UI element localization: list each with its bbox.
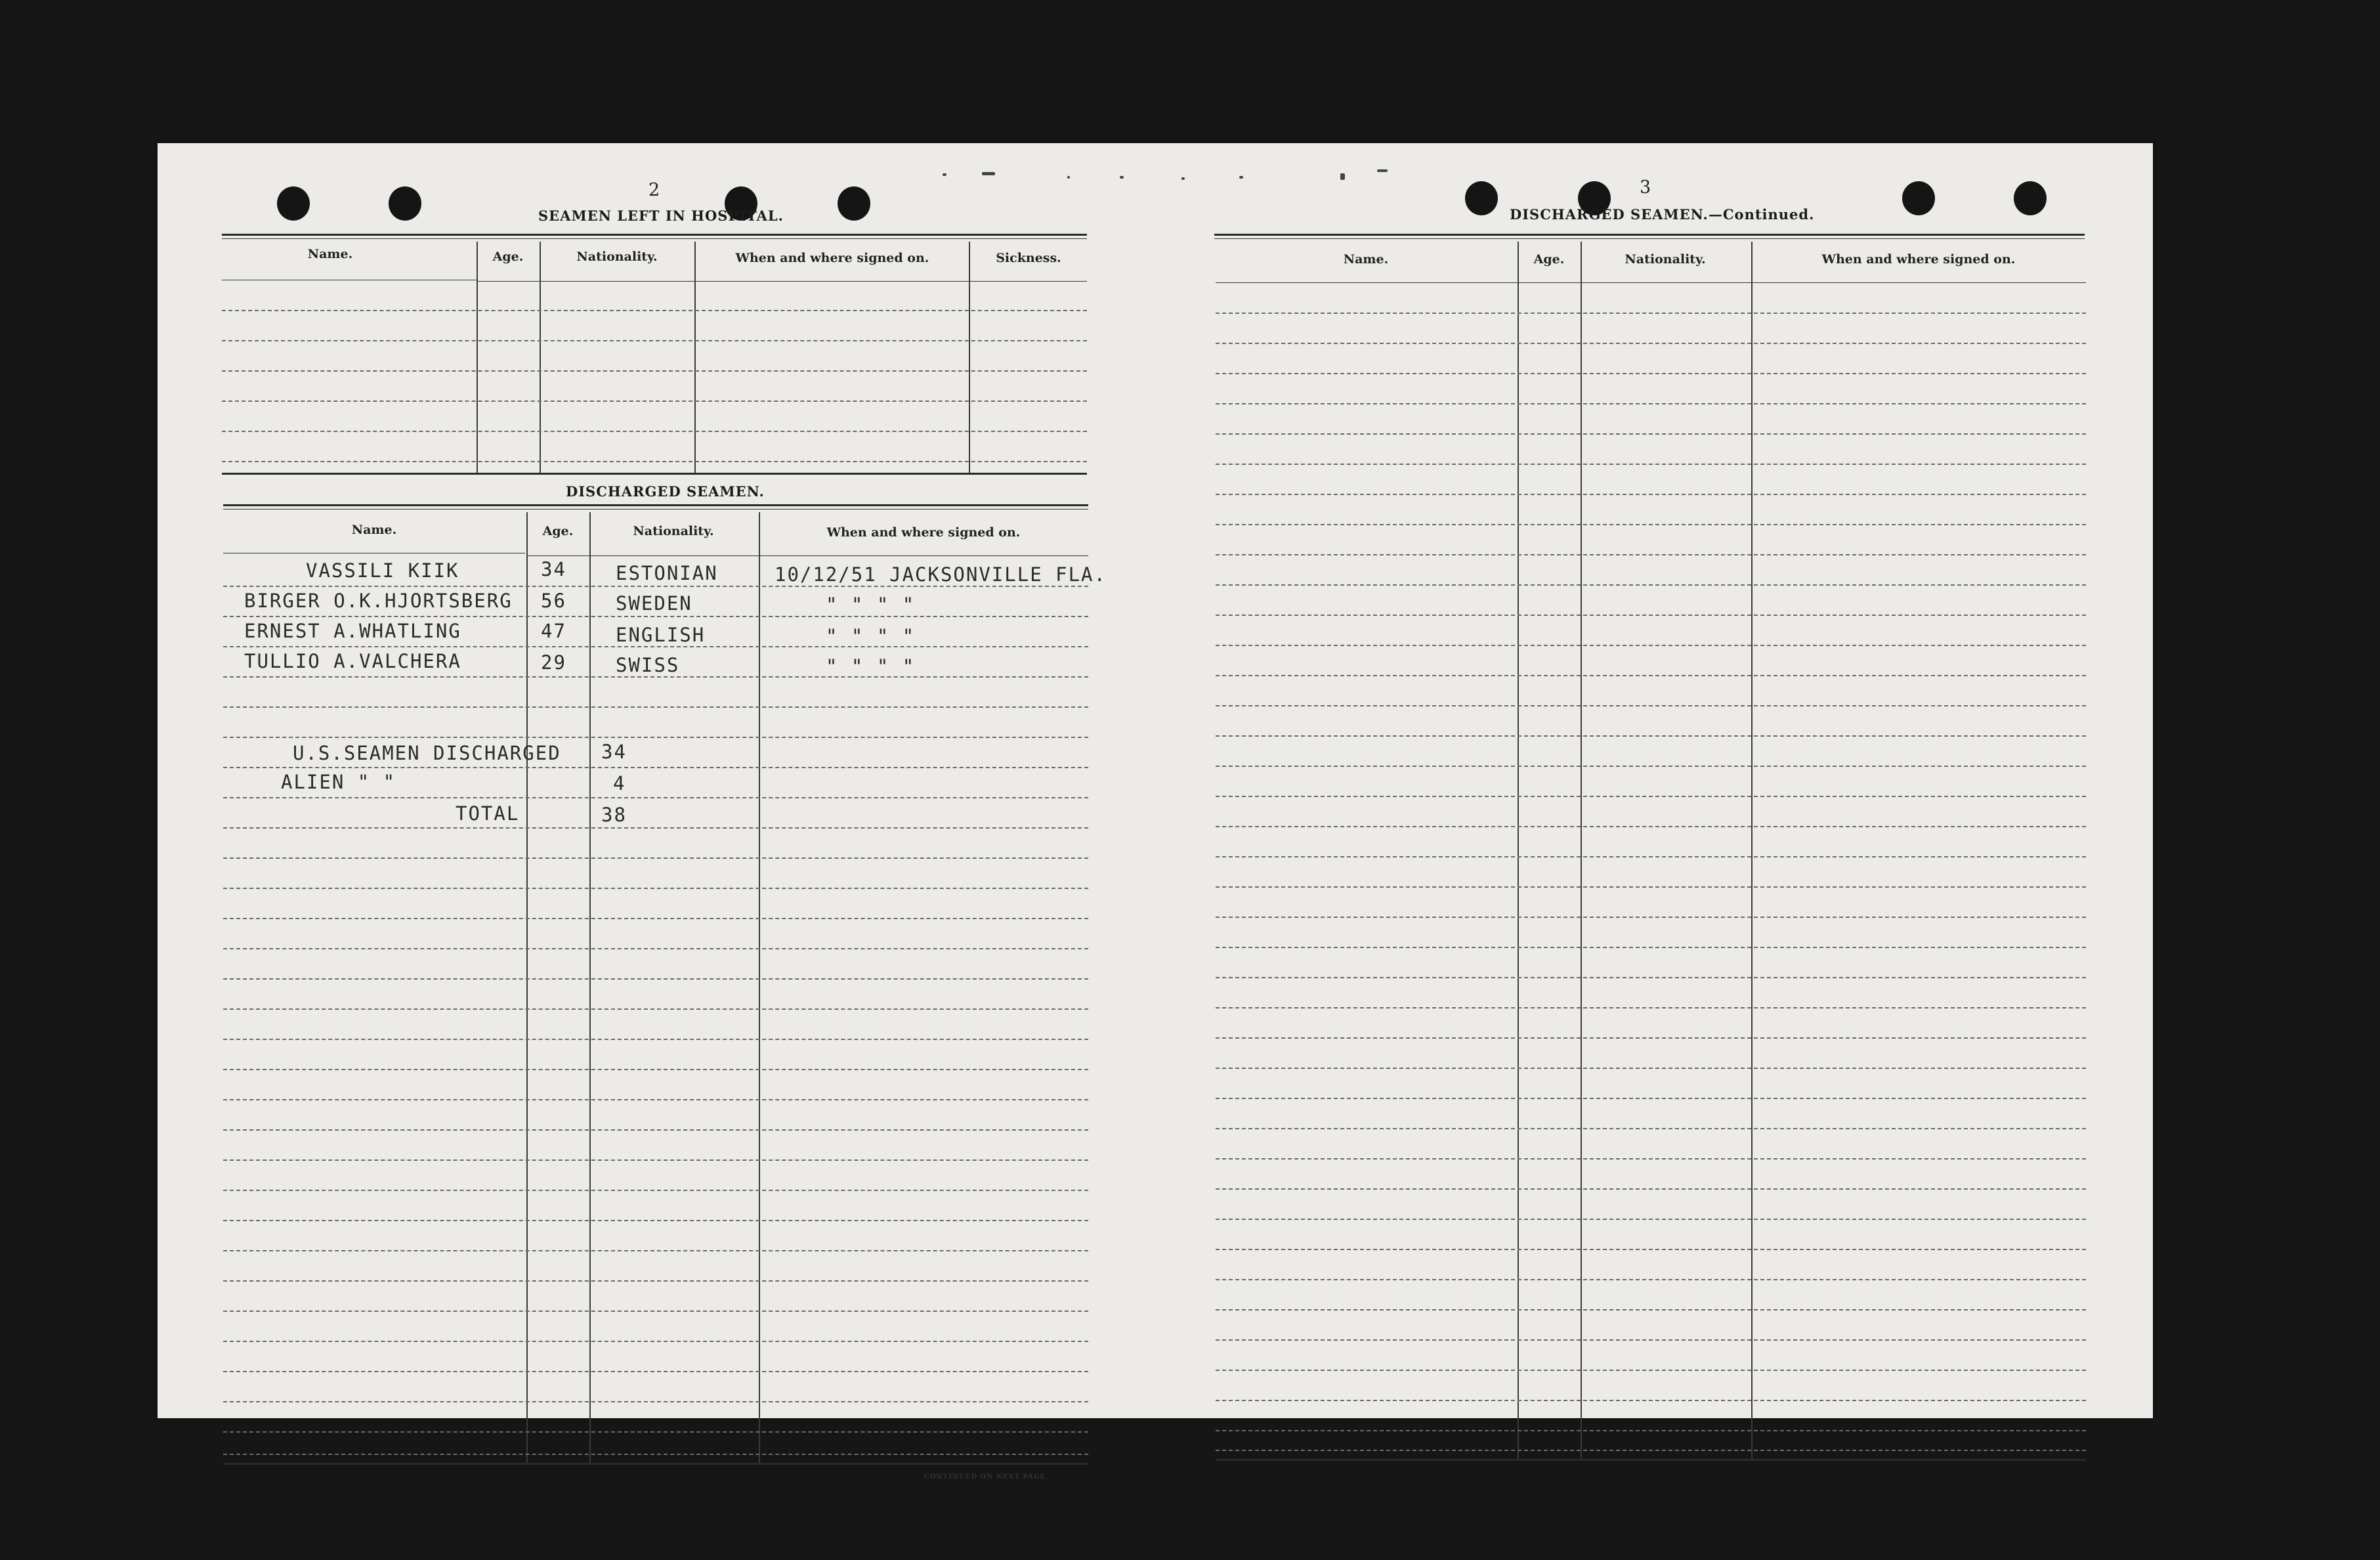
seaman-age: 34 bbox=[541, 558, 566, 580]
hospital-row-line bbox=[222, 461, 1087, 462]
discharged-row-line bbox=[223, 827, 1088, 829]
right-row-line bbox=[1216, 584, 2086, 586]
hospital-table-top-rule-2 bbox=[222, 238, 1087, 239]
right-row-line bbox=[1216, 1098, 2086, 1099]
discharged-row-line bbox=[223, 1039, 1088, 1040]
punch-hole bbox=[389, 186, 421, 221]
right-row-line bbox=[1216, 826, 2086, 827]
punch-hole bbox=[838, 186, 870, 221]
right-row-line bbox=[1216, 343, 2086, 344]
hospital-row-line bbox=[222, 401, 1087, 402]
seaman-age: 56 bbox=[541, 590, 566, 612]
discharged-row-line bbox=[223, 857, 1088, 859]
discharged-col-nationality: Nationality. bbox=[633, 524, 714, 538]
right-row-line bbox=[1216, 1370, 2086, 1371]
discharged-row-line bbox=[223, 1280, 1088, 1282]
us-seamen-value: 34 bbox=[601, 741, 627, 763]
right-row-line bbox=[1216, 615, 2086, 616]
hospital-row-line bbox=[222, 370, 1087, 372]
right-row-line bbox=[1216, 675, 2086, 676]
punch-hole bbox=[1465, 181, 1498, 215]
total-label: TOTAL bbox=[456, 802, 520, 825]
seaman-nationality: ESTONIAN bbox=[616, 562, 718, 584]
punch-hole bbox=[2014, 181, 2047, 215]
right-col-name: Name. bbox=[1343, 252, 1389, 267]
right-col-divider bbox=[1751, 242, 1753, 1460]
hospital-col-sickness: Sickness. bbox=[996, 251, 1061, 265]
hospital-col-divider bbox=[477, 242, 478, 473]
discharged-table-bottom-rule bbox=[223, 1463, 1088, 1465]
right-row-line bbox=[1216, 1430, 2086, 1431]
page-number-left: 2 bbox=[648, 180, 660, 200]
right-row-line bbox=[1216, 1188, 2086, 1190]
right-row-line bbox=[1216, 1339, 2086, 1341]
discharged-row-line bbox=[223, 1190, 1088, 1191]
right-row-line bbox=[1216, 403, 2086, 404]
hospital-col-name: Name. bbox=[307, 247, 353, 261]
right-col-age: Age. bbox=[1533, 252, 1565, 267]
discharged-row-line bbox=[223, 646, 1088, 647]
hospital-table-bottom-rule bbox=[222, 473, 1087, 475]
discharged-row-line bbox=[223, 1250, 1088, 1251]
right-row-line bbox=[1216, 313, 2086, 314]
right-table-top-rule bbox=[1214, 234, 2085, 236]
alien-seamen-label: ALIEN " " bbox=[281, 771, 396, 793]
scan-speck bbox=[1340, 173, 1345, 180]
right-row-line bbox=[1216, 1400, 2086, 1401]
hospital-header-underline bbox=[478, 281, 1087, 282]
discharged-row-line bbox=[223, 1371, 1088, 1372]
discharged-row-line bbox=[223, 1129, 1088, 1131]
right-row-line bbox=[1216, 1309, 2086, 1311]
seaman-signed-on: " " " " bbox=[826, 625, 916, 647]
right-row-line bbox=[1216, 705, 2086, 706]
discharged-row-line bbox=[223, 1069, 1088, 1070]
discharged-row-line bbox=[223, 1220, 1088, 1221]
hospital-col-divider bbox=[540, 242, 541, 473]
seaman-signed-on: 10/12/51 JACKSONVILLE FLA. bbox=[775, 563, 1107, 586]
right-row-line bbox=[1216, 1007, 2086, 1008]
scan-speck bbox=[982, 172, 995, 175]
right-table-top-rule-2 bbox=[1214, 238, 2085, 239]
right-row-line bbox=[1216, 1279, 2086, 1280]
continued-note: CONTINUED ON NEXT PAGE. bbox=[924, 1473, 1049, 1481]
discharged-row-line bbox=[223, 797, 1088, 798]
scan-speck bbox=[1377, 169, 1388, 172]
hospital-row-line bbox=[222, 340, 1087, 341]
punch-hole bbox=[1902, 181, 1935, 215]
hospital-col-divider bbox=[969, 242, 970, 473]
seaman-name: BIRGER O.K.HJORTSBERG bbox=[244, 590, 513, 612]
hospital-col-divider bbox=[694, 242, 696, 473]
discharged-col-signed-on: When and where signed on. bbox=[826, 525, 1021, 540]
discharged-table-top-rule bbox=[223, 504, 1088, 506]
right-col-divider bbox=[1581, 242, 1582, 1460]
us-seamen-label: U.S.SEAMEN DISCHARGED bbox=[293, 742, 561, 764]
right-row-line bbox=[1216, 524, 2086, 525]
right-row-line bbox=[1216, 373, 2086, 374]
seaman-nationality: ENGLISH bbox=[616, 624, 706, 646]
discharged-row-line bbox=[223, 1454, 1088, 1455]
right-row-line bbox=[1216, 977, 2086, 978]
scan-speck bbox=[943, 173, 946, 176]
right-col-nationality: Nationality. bbox=[1625, 252, 1706, 267]
right-row-line bbox=[1216, 433, 2086, 435]
discharged-row-line bbox=[223, 1099, 1088, 1100]
seaman-nationality: SWEDEN bbox=[616, 592, 692, 615]
hospital-row-line bbox=[222, 310, 1087, 311]
discharged-row-line bbox=[223, 918, 1088, 919]
discharged-col-divider bbox=[759, 512, 760, 1463]
discharged-row-line bbox=[223, 1008, 1088, 1010]
right-table-bottom-rule bbox=[1216, 1459, 2086, 1461]
discharged-row-line bbox=[223, 978, 1088, 980]
right-row-line bbox=[1216, 1158, 2086, 1159]
right-row-line bbox=[1216, 856, 2086, 857]
right-col-divider bbox=[1518, 242, 1519, 1460]
discharged-row-line bbox=[223, 1311, 1088, 1312]
hospital-section-title: SEAMEN LEFT IN HOSPITAL. bbox=[538, 207, 784, 224]
alien-seamen-value: 4 bbox=[613, 772, 626, 794]
discharged-row-line bbox=[223, 888, 1088, 889]
seaman-nationality: SWISS bbox=[616, 654, 680, 676]
right-row-line bbox=[1216, 766, 2086, 767]
right-row-line bbox=[1216, 796, 2086, 797]
right-row-line bbox=[1216, 494, 2086, 495]
scan-speck bbox=[1120, 176, 1124, 179]
discharged-row-line bbox=[223, 948, 1088, 949]
discharged-col-divider bbox=[589, 512, 591, 1463]
discharged-row-line bbox=[223, 1159, 1088, 1161]
discharged-header-underline bbox=[526, 555, 1088, 556]
discharged-col-divider bbox=[526, 512, 528, 1463]
right-row-line bbox=[1216, 464, 2086, 465]
discharged-section-title: DISCHARGED SEAMEN. bbox=[566, 483, 765, 500]
hospital-row-line bbox=[222, 431, 1087, 432]
right-row-line bbox=[1216, 1219, 2086, 1220]
right-row-line bbox=[1216, 1037, 2086, 1039]
scan-speck bbox=[1239, 176, 1243, 179]
seaman-signed-on: " " " " bbox=[826, 655, 916, 678]
hospital-col-nationality: Nationality. bbox=[576, 249, 658, 264]
total-value: 38 bbox=[601, 804, 627, 826]
seaman-name: TULLIO A.VALCHERA bbox=[244, 650, 461, 672]
right-row-line bbox=[1216, 886, 2086, 888]
hospital-table-top-rule bbox=[222, 234, 1087, 236]
right-row-line bbox=[1216, 1068, 2086, 1069]
right-header-underline bbox=[1216, 282, 2086, 283]
hospital-col-age: Age. bbox=[492, 249, 524, 264]
right-row-line bbox=[1216, 1450, 2086, 1451]
right-row-line bbox=[1216, 735, 2086, 737]
scan-speck bbox=[1067, 176, 1070, 179]
punch-hole bbox=[277, 186, 310, 221]
discharged-row-line bbox=[223, 616, 1088, 617]
discharged-row-line bbox=[223, 1401, 1088, 1402]
right-row-line bbox=[1216, 1249, 2086, 1250]
continued-section-title: DISCHARGED SEAMEN.—Continued. bbox=[1510, 206, 1815, 223]
scan-speck bbox=[1181, 177, 1185, 180]
right-row-line bbox=[1216, 645, 2086, 646]
hospital-col-signed-on: When and where signed on. bbox=[735, 251, 929, 265]
right-row-line bbox=[1216, 917, 2086, 918]
right-row-line bbox=[1216, 947, 2086, 948]
discharged-row-line bbox=[223, 676, 1088, 678]
discharged-col-name: Name. bbox=[351, 523, 397, 537]
discharged-row-line bbox=[223, 1341, 1088, 1342]
discharged-row-line bbox=[223, 586, 1088, 587]
right-row-line bbox=[1216, 554, 2086, 555]
right-col-signed-on: When and where signed on. bbox=[1821, 252, 2016, 267]
seaman-signed-on: " " " " bbox=[826, 594, 916, 616]
seaman-age: 47 bbox=[541, 620, 566, 642]
seaman-age: 29 bbox=[541, 651, 566, 674]
discharged-row-line bbox=[223, 737, 1088, 738]
seaman-name: ERNEST A.WHATLING bbox=[244, 620, 461, 642]
discharged-row-line bbox=[223, 706, 1088, 708]
document-spread bbox=[158, 143, 2153, 1481]
discharged-col-age: Age. bbox=[542, 524, 574, 538]
page-number-right: 3 bbox=[1640, 177, 1651, 198]
discharged-row-line bbox=[223, 1431, 1088, 1433]
seaman-name: VASSILI KIIK bbox=[306, 559, 459, 582]
right-row-line bbox=[1216, 1128, 2086, 1129]
discharged-row-line bbox=[223, 767, 1088, 768]
